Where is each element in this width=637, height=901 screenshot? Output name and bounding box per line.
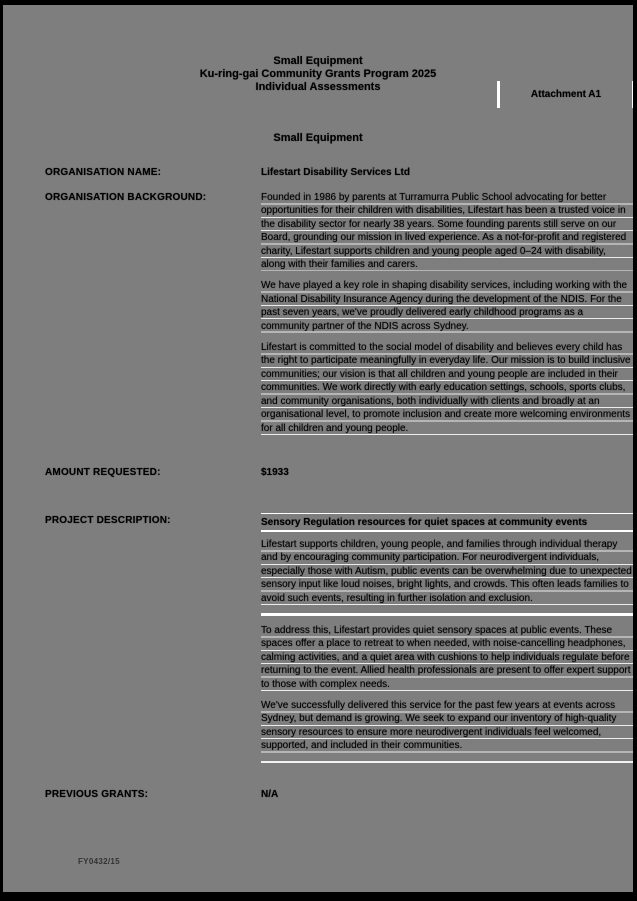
amount-requested-label: AMOUNT REQUESTED: bbox=[45, 467, 161, 478]
footer-reference: FY0432/15 bbox=[78, 857, 120, 866]
attachment-badge bbox=[497, 81, 635, 108]
horizontal-rule-bottom bbox=[261, 761, 633, 763]
org-background-paragraph-3: Lifestart is committed to the social model of disability and believes every child has the right to participate meaningfully in everyday life. Our mission is to build inclusive communities; our vision is that all children and young people are included in their communities. We work directly with early education settings, schools, sports clubs, and community organisations, both individually with clients and broadly at an organisational level, to promote inclusion and create more welcoming environments for all children and young people. bbox=[261, 341, 633, 435]
org-background-text bbox=[261, 191, 635, 443]
page-title-line-2: Ku-ring-gai Community Grants Program 2025 bbox=[199, 68, 437, 80]
previous-grants-label: PREVIOUS GRANTS: bbox=[45, 789, 149, 800]
attachment-badge-label: Attachment A1 bbox=[530, 89, 602, 100]
project-paragraph-1: Lifestart supports children, young people, and families through individual therapy and by encouraging community participation. For neurodivergent individuals, especially those with Autism, public events can be overwhelming due to unexpected sensory input like loud noises, bright lights, and crowds. This often leads families to avoid such events, resulting in further isolation and exclusion. bbox=[261, 539, 632, 604]
amount-requested-value: $1933 bbox=[261, 467, 289, 478]
project-description-label: PROJECT DESCRIPTION: bbox=[45, 515, 171, 526]
project-description-text bbox=[261, 513, 635, 763]
horizontal-rule bbox=[261, 613, 633, 616]
project-title: Sensory Regulation resources for quiet spaces at community events bbox=[261, 513, 633, 532]
section-heading: Small Equipment bbox=[273, 132, 363, 144]
org-background-label: ORGANISATION BACKGROUND: bbox=[45, 192, 207, 203]
org-name-label: ORGANISATION NAME: bbox=[45, 167, 162, 178]
page-title-line-3: Individual Assessments bbox=[255, 81, 381, 93]
project-paragraph-3: We've successfully delivered this service for the past few years at events across Sydney, but demand is growing. We seek to expand our inventory of high-quality sensory resources to ensure more neurodivergent individuals feel welcomed, supported, and included in their communities. bbox=[261, 699, 633, 753]
project-paragraph-2: To address this, Lifestart provides quiet sensory spaces at public events. These spaces offer a place to retreat to when needed, with noise-cancelling headphones, calming activities, and a quiet area with cushions to help individuals regulate before returning to the event. Allied health professionals are present to offer expert support to those with complex needs. bbox=[261, 624, 633, 691]
org-background-paragraph-1: Founded in 1986 by parents at Turramurra Public School advocating for better opportunities for their children with disabilities, Lifestart has been a trusted voice in the disability sector for nearly 38 years. Some founding parents still serve on our Board, grounding our mission in lived experience. As a not-for-profit and registered charity, Lifestart supports children and young people aged 0–24 with disability, along with their families and carers. bbox=[261, 191, 633, 271]
org-background-paragraph-2: We have played a key role in shaping disability services, including working with the National Disability Insurance Agency during the development of the NDIS. For the past seven years, we've proudly delivered early childhood programs as a community partner of the NDIS across Sydney. bbox=[261, 279, 633, 333]
org-name-value: Lifestart Disability Services Ltd bbox=[261, 167, 410, 178]
page-title-line-1: Small Equipment bbox=[273, 55, 363, 67]
previous-grants-value: N/A bbox=[261, 789, 279, 800]
